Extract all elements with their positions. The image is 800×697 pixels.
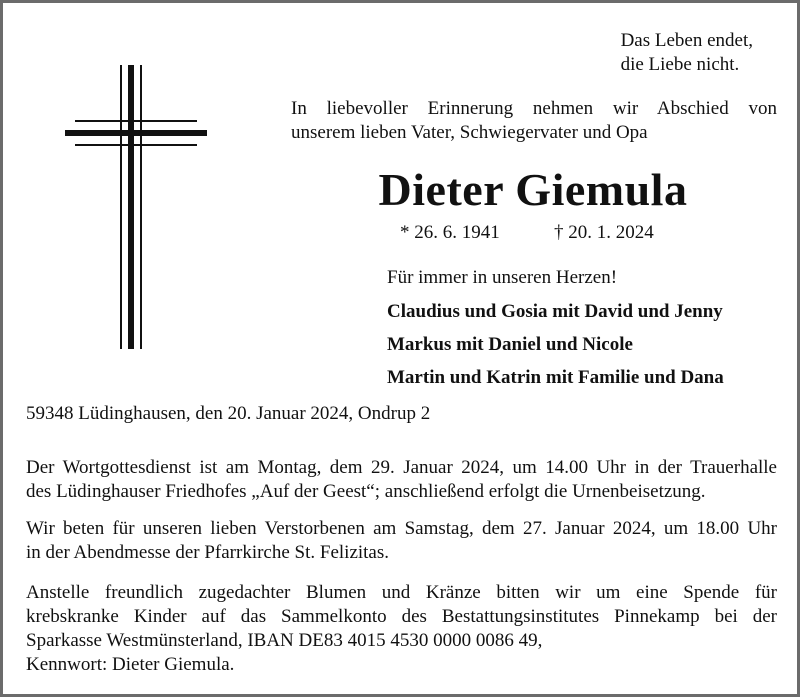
service-line: des Lüdinghauser Friedhofes „Auf der Geest“; anschließend erfolgt die Urnenbeisetzung. [26, 481, 706, 502]
mass-line: Wir beten für unseren lieben Verstorbenen am Samstag, dem 27. Januar 2024, um 18.00 Uhr [26, 518, 777, 539]
intro-line: unserem lieben Vater, Schwiegervater und Opa [291, 122, 648, 143]
birth-date: * 26. 6. 1941 [400, 222, 500, 243]
donation-line: Kennwort: Dieter Giemula. [26, 654, 235, 675]
family-line: Martin und Katrin mit Familie und Dana [387, 367, 724, 388]
cross-icon [65, 65, 207, 349]
place-date: 59348 Lüdinghausen, den 20. Januar 2024, Ondrup 2 [26, 403, 431, 424]
motto [621, 29, 753, 77]
intro-line: In liebevoller Erinnerung nehmen wir Abschied von [291, 98, 777, 119]
heart-line: Für immer in unseren Herzen! [387, 267, 618, 288]
deceased-name: Dieter Giemula [378, 164, 688, 215]
donation-line: krebskranke Kinder auf das Sammelkonto des Bestattungsinstitutes Pinnekamp bei der [26, 606, 777, 627]
mass-line: in der Abendmesse der Pfarrkirche St. Felizitas. [26, 542, 390, 563]
death-date: † 20. 1. 2024 [554, 222, 654, 243]
donation-line: Sparkasse Westmünsterland, IBAN DE83 4015 4530 0000 0086 49, [26, 630, 543, 651]
service-line: Der Wortgottesdienst ist am Montag, dem 29. Januar 2024, um 14.00 Uhr in der Trauerhalle [26, 457, 777, 478]
donation-line: Anstelle freundlich zugedachter Blumen und Kränze bitten wir um eine Spende für [26, 582, 777, 603]
family-line: Markus mit Daniel und Nicole [387, 334, 633, 355]
family-line: Claudius und Gosia mit David und Jenny [387, 301, 723, 322]
motto-line: die Liebe nicht. [620, 54, 740, 75]
motto-line: Das Leben endet, [620, 30, 753, 51]
